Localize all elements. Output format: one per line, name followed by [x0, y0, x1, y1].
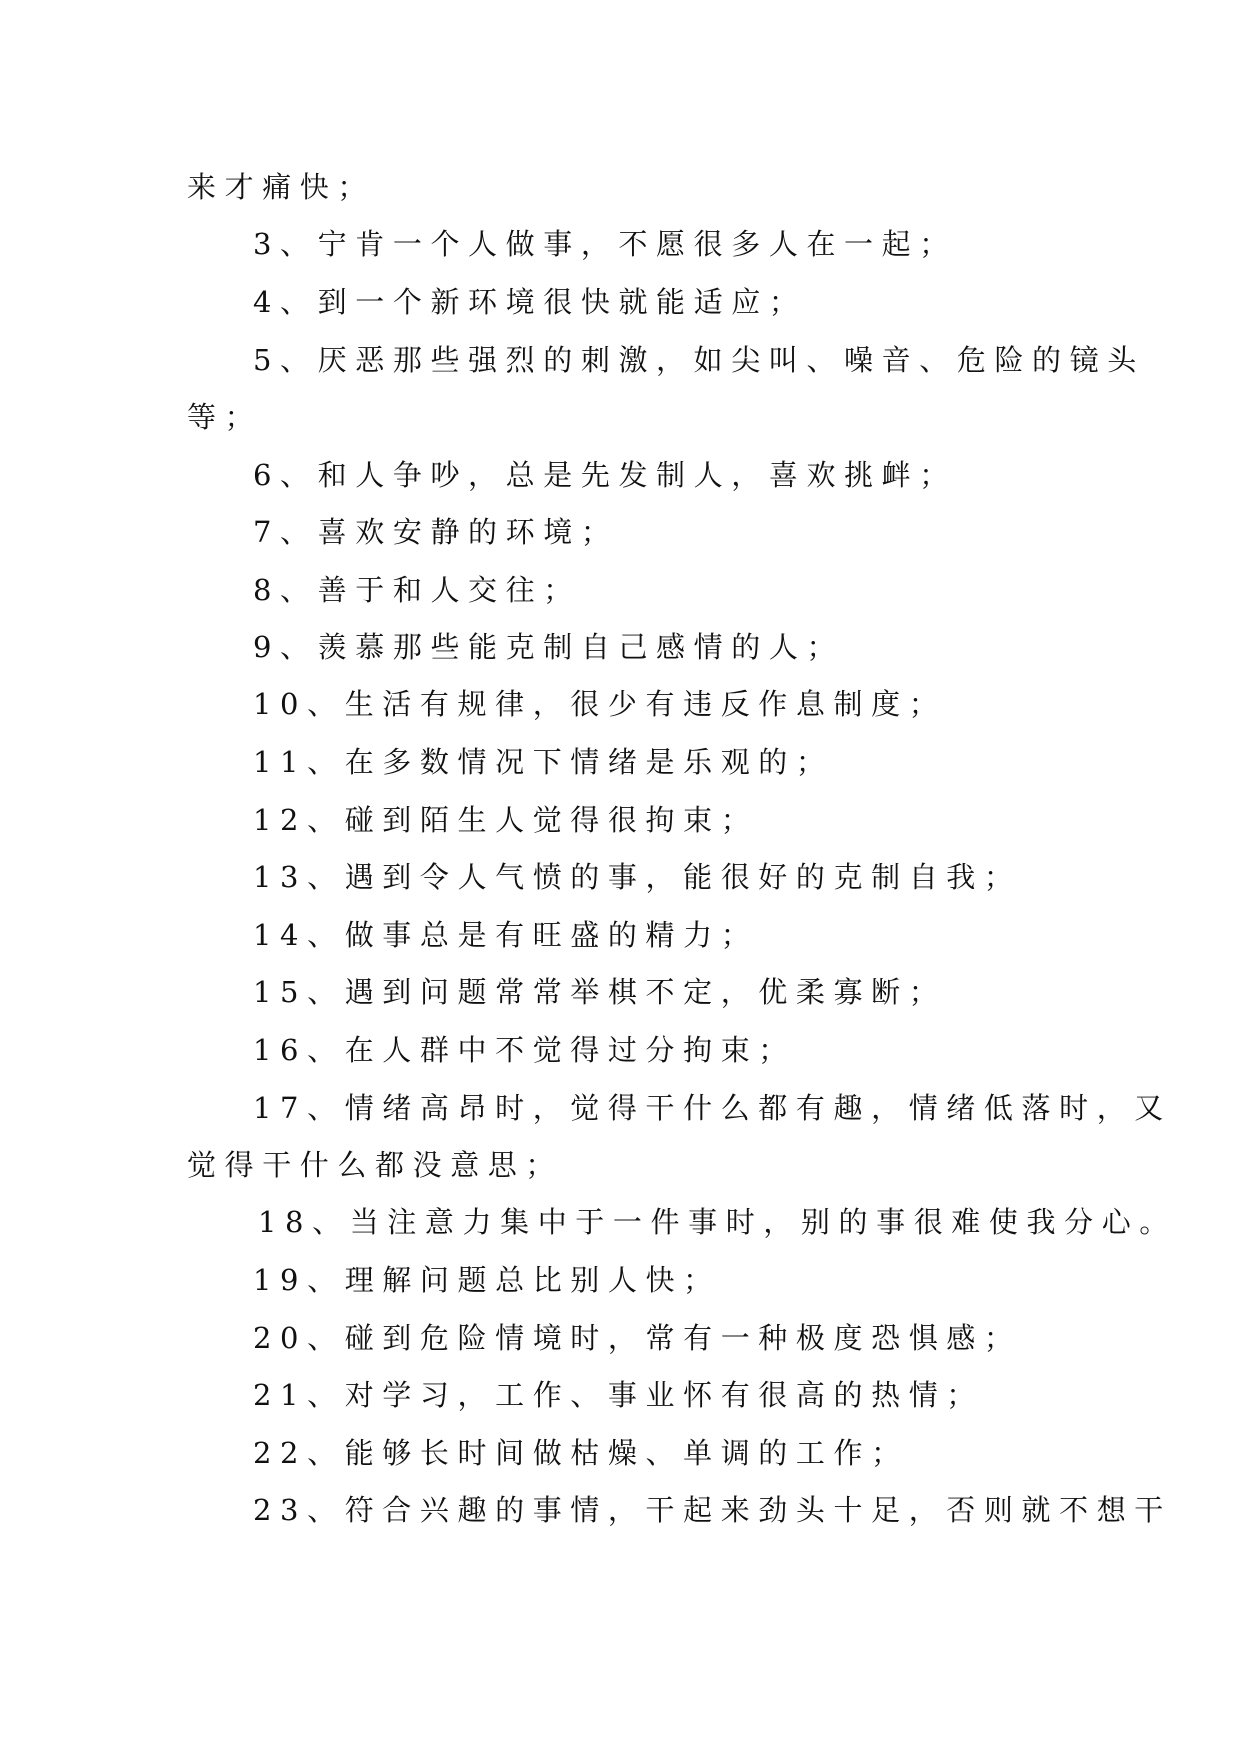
list-item: 17、情绪高昂时，觉得干什么都有趣，情绪低落时，又	[253, 1091, 1172, 1125]
list-item: 15、遇到问题常常举棋不定，优柔寡断；	[253, 975, 947, 1009]
list-item: 11、在多数情况下情绪是乐观的；	[253, 745, 834, 779]
text-line: 等；	[187, 400, 263, 434]
list-item: 8、善于和人交往；	[253, 573, 581, 607]
list-item: 6、和人争吵，总是先发制人，喜欢挑衅；	[253, 458, 957, 492]
text-line: 来才痛快；	[187, 170, 376, 204]
list-item: 13、遇到令人气愤的事，能很好的克制自我；	[253, 860, 1022, 894]
list-item: 23、符合兴趣的事情，干起来劲头十足，否则就不想干	[253, 1493, 1172, 1527]
list-item: 14、做事总是有旺盛的精力；	[253, 918, 759, 952]
list-item: 3、宁肯一个人做事，不愿很多人在一起；	[253, 227, 957, 261]
list-item: 9、羡慕那些能克制自己感情的人；	[253, 630, 845, 664]
list-item: 20、碰到危险情境时，常有一种极度恐惧感；	[253, 1321, 1022, 1355]
list-item: 22、能够长时间做枯燥、单调的工作；	[253, 1436, 909, 1470]
list-item: 19、理解问题总比别人快；	[253, 1263, 721, 1297]
list-item: 5、厌恶那些强烈的刺激，如尖叫、噪音、危险的镜头	[253, 343, 1145, 377]
list-item: 18、当注意力集中于一件事时，别的事很难使我分心。	[258, 1205, 1177, 1239]
list-item: 10、生活有规律，很少有违反作息制度；	[253, 687, 947, 721]
list-item: 7、喜欢安静的环境；	[253, 515, 619, 549]
list-item: 12、碰到陌生人觉得很拘束；	[253, 803, 759, 837]
list-item: 16、在人群中不觉得过分拘束；	[253, 1033, 796, 1067]
list-item: 4、到一个新环境很快就能适应；	[253, 285, 807, 319]
list-item: 21、对学习，工作、事业怀有很高的热情；	[253, 1378, 984, 1412]
text-line: 觉得干什么都没意思；	[187, 1148, 564, 1182]
